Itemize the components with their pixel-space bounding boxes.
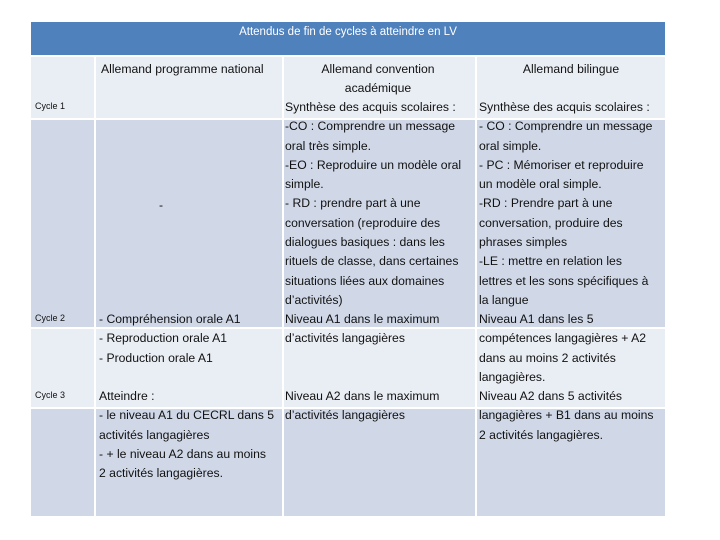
column-divider (282, 57, 284, 516)
cycle-2-national: - Compréhension orale A1 - Reproduction orale A1 - Production orale A1 (99, 312, 241, 365)
cycle-2-bilingue: Niveau A1 dans les 5 compétences langagières + A2 dans au moins 2 activités langagières. (479, 312, 647, 384)
column-header-convention: Allemand convention académique (321, 62, 435, 96)
cycle-3-bilingue: Niveau A2 dans 5 activités langagières + B1 dans au moins 2 activités langagières. (479, 389, 654, 442)
row-label-cycle-3: Cycle 3 (35, 390, 66, 400)
objectives-table (31, 22, 665, 516)
row-label-cycle-2: Cycle 2 (35, 313, 66, 323)
cycle-1-national: - (159, 198, 164, 212)
cycle-3-convention: Niveau A2 dans le maximum d’activités langagières (285, 389, 440, 423)
row-label-cycle-1: Cycle 1 (35, 101, 66, 111)
column-divider (475, 57, 477, 516)
cycle-1-convention: Synthèse des acquis scolaires : -CO : Comprendre un message oral très simple. -EO : Reproduire un modèle oral simple. - RD : prendre part à une conversation (reproduire des dialogues basiques : dans les rituels de classe, dans certaines situations liées aux domaines d’activités) (285, 100, 462, 307)
column-header-bilingue: Allemand bilingue (522, 62, 620, 76)
cycle-3-national: Atteindre : - le niveau A1 du CECRL dans 5 activités langagières - + le niveau A2 dans au moins 2 activités langagières. (99, 389, 275, 481)
column-divider (94, 57, 96, 516)
column-header-national: Allemand programme national (101, 62, 264, 76)
table-title: Attendus de fin de cycles à atteindre en LV (31, 22, 665, 55)
cycle-2-convention: Niveau A1 dans le maximum d’activités langagières (285, 312, 440, 346)
cycle-1-bilingue: Synthèse des acquis scolaires : - CO : Comprendre un message oral simple. - PC : Mémoriser et reproduire un modèle oral simple. -RD : Prendre part à une conversation, produire des phrases simples -LE : mettre en relation les lettres et les sons spécifiques à la langue (479, 100, 653, 307)
